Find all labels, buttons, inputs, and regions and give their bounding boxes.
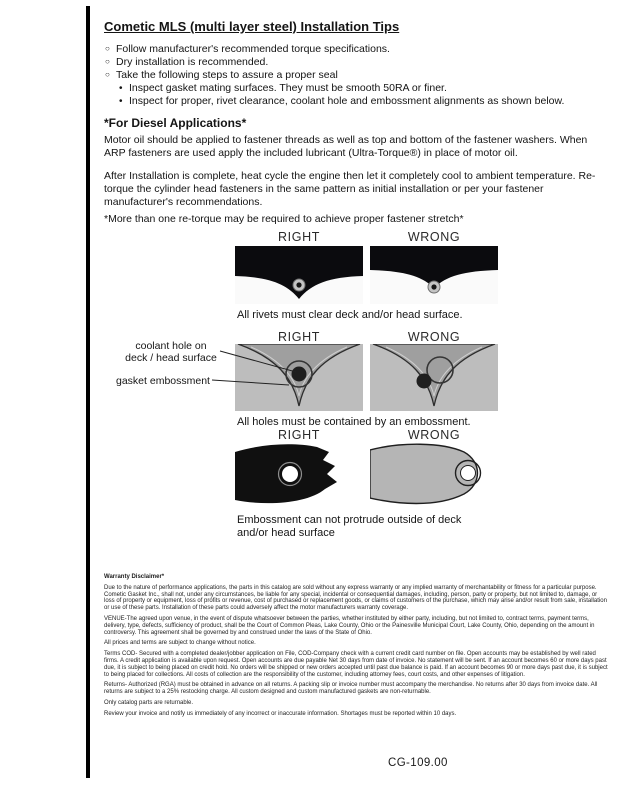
list-item bbox=[105, 69, 338, 81]
gasket-embossment-label: gasket embossment bbox=[116, 375, 210, 387]
coolant-hole-label: coolant hole on deck / head surface bbox=[125, 340, 217, 364]
list-item bbox=[105, 43, 390, 55]
sub-list-item bbox=[119, 95, 564, 107]
sub-list-item-text: Inspect for proper, rivet clearance, coolant hole and embossment alignments as shown below. bbox=[129, 95, 565, 107]
rivet-clearance-wrong-diagram bbox=[370, 246, 498, 309]
legal-paragraph: All prices and terms are subject to change without notice. bbox=[104, 640, 256, 647]
open-bullet-icon: ○ bbox=[105, 70, 110, 79]
sub-list-item bbox=[119, 82, 447, 94]
protrusion-caption: Embossment can not protrude outside of deck and/or head surface bbox=[237, 514, 462, 539]
rivet-clearance-right-diagram bbox=[235, 246, 363, 309]
legal-paragraph: Due to the nature of performance applications, the parts in this catalog are sold without any express warranty or any implied warranty of merchantability or fitness for a particular purpose. Cometic Gasket Inc., shall not, under any circumstances, be liable for any special, incidental or consequential damages, including, person, party or property, but not limited to, damage, or loss of property or equipment, loss of profits or revenue, cost of purchased or replacement goods, or claims of customers of the purchase, which may arise and/or result from sale, installation or use of these parts. Installation of these parts could adversely affect the motor manufacturers warranty coverage. bbox=[104, 584, 607, 612]
right-column-label: RIGHT bbox=[278, 428, 320, 442]
legal-paragraph: VENUE-The agreed upon venue, in the event of dispute whatsoever between the parties, whether instituted by either party, including, but not limited to, contract terms, payment terms, delivery, type, defects, sufficiency of product, shall be the Court of Common Pleas, Lake County, Ohio or the Painesville Municipal Court, Lake County, Ohio, depending on the amount in controversy. This agreement shall be governed by and construed under the laws of the State of Ohio. bbox=[104, 615, 595, 636]
wrong-column-label: WRONG bbox=[407, 330, 461, 344]
sub-list-item-text: Inspect gasket mating surfaces. They must be smooth 50RA or finer. bbox=[129, 82, 447, 94]
legal-paragraph: Only catalog parts are returnable. bbox=[104, 699, 194, 706]
embossment-containment-caption: All holes must be contained by an embossment. bbox=[237, 416, 471, 428]
right-column-label: RIGHT bbox=[278, 330, 320, 344]
list-item bbox=[105, 56, 268, 68]
coolant-hole-wrong-diagram bbox=[370, 344, 498, 416]
diesel-section-heading: *For Diesel Applications* bbox=[104, 116, 247, 130]
diesel-paragraph-1: Motor oil should be applied to fastener threads as well as top and bottom of the fastener washers. When ARP fasteners are used apply the included lubricant (Ultra-Torque®) in place of motor oil. bbox=[104, 134, 588, 159]
warranty-disclaimer-heading: Warranty Disclaimer* bbox=[104, 574, 165, 580]
diesel-paragraph-2: After Installation is complete, heat cycle the engine then let it completely cool to ambient temperature. Re-torque the cylinder head fasteners in the same pattern as initial installation or per your fastener manufacturer's recommendations. bbox=[104, 170, 596, 208]
wrong-column-label: WRONG bbox=[407, 428, 461, 442]
wrong-column-label: WRONG bbox=[407, 230, 461, 244]
legal-paragraph: Returns- Authorized (RGA) must be obtained in advance on all returns. A packing slip or invoice number must accompany the merchandise. No returns after 30 days from invoice date. All returns are subject to a 25% restocking charge. All custom designed and custom manufactured gaskets are non-returnable. bbox=[104, 682, 598, 696]
embossment-right-diagram bbox=[235, 442, 363, 514]
warranty-disclaimer-block bbox=[104, 574, 608, 722]
page-edge-rule bbox=[86, 6, 90, 778]
page-title: Cometic MLS (multi layer steel) Installation Tips bbox=[104, 19, 400, 34]
legal-paragraph: Terms COD- Secured with a completed dealer/jobber application on File, COD-Company check with a current credit card number on file. Open accounts may be established by well rated firms. A credit application is available upon request. Open accounts are due payable Net 30 days from date of invoice. No statement will be sent. If an account becomes 60 or more days past due, it is subject to being placed on credit hold. No orders will be shipped or new orders accepted until past due balance is paid. If an account becomes 90 or more days past due, it is subject to being placed for collections. All costs of collection are the responsibility of the customer, including attorney fees, court costs, and other expenses of litigation. bbox=[104, 651, 608, 678]
open-bullet-icon: ○ bbox=[105, 57, 110, 66]
closed-bullet-icon: • bbox=[119, 96, 123, 107]
right-column-label: RIGHT bbox=[278, 230, 320, 244]
list-item-text: Dry installation is recommended. bbox=[116, 56, 269, 68]
catalog-page-code: CG-109.00 bbox=[388, 757, 448, 769]
rivet-caption: All rivets must clear deck and/or head surface. bbox=[237, 309, 463, 321]
retorque-note: *More than one re-torque may be required to achieve proper fastener stretch* bbox=[104, 213, 464, 225]
legal-paragraph: Review your invoice and notify us immediately of any incorrect or inaccurate information. Shortages must be reported within 10 days. bbox=[104, 710, 457, 717]
list-item-text: Follow manufacturer's recommended torque specifications. bbox=[116, 43, 390, 55]
open-bullet-icon: ○ bbox=[105, 44, 110, 53]
embossment-wrong-diagram bbox=[370, 442, 498, 514]
closed-bullet-icon: • bbox=[119, 83, 123, 94]
coolant-hole-right-diagram bbox=[235, 344, 363, 416]
list-item-text: Take the following steps to assure a proper seal bbox=[116, 69, 338, 81]
